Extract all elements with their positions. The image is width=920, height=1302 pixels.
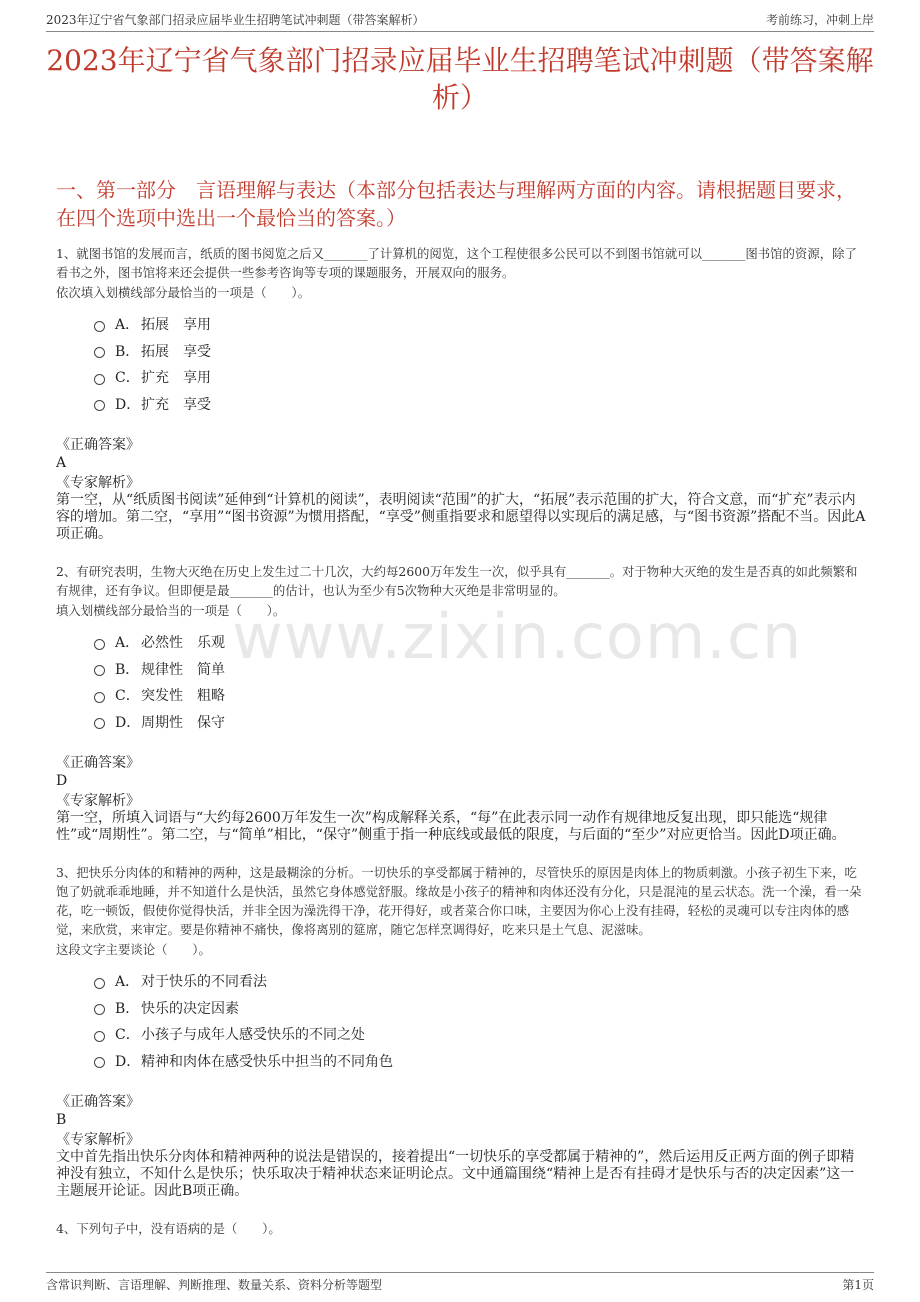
radio-icon[interactable] [94,374,105,385]
radio-icon[interactable] [94,718,105,729]
option-list [94,629,868,735]
option-letter: A． [115,317,140,334]
option-a[interactable] [94,629,868,656]
option-c[interactable] [94,364,868,391]
radio-icon[interactable] [94,347,105,358]
radio-icon[interactable] [94,1004,105,1015]
option-a[interactable] [94,311,868,338]
page-number: 第1页 [842,1278,874,1292]
option-list [94,968,868,1074]
explanation-text: 第一空，从“纸质图书阅读”延伸到“计算机的阅读”，表明阅读“范围”的扩大，“拓展”表示范围的扩大，符合文意，而“扩充”表示内容的增加。第二空，“享用”“图书资源”为惯用搭配，“享受”侧重指要求和愿望得以实现后的满足感，与“图书资源”搭配不当。因此A项正确。 [56,492,866,542]
option-text: 规律性 简单 [141,661,225,678]
radio-icon[interactable] [94,978,105,989]
page-footer [46,1272,874,1292]
question-stem: 4、下列句子中，没有语病的是（ ）。 [56,1221,281,1236]
option-letter: A． [115,635,140,652]
radio-icon[interactable] [94,1031,105,1042]
radio-icon[interactable] [94,321,105,332]
radio-icon[interactable] [94,639,105,650]
answer-value: B [56,1112,67,1128]
explanation-label: 《专家解析》 [56,793,140,809]
question-list [56,244,868,1238]
answer-label: 《正确答案》 [56,755,140,771]
option-letter: D． [115,1053,141,1070]
radio-icon[interactable] [94,665,105,676]
question-stem: 3、把快乐分肉体的和精神的两种，这是最糊涂的分析。一切快乐的享受都属于精神的，尽管快乐的原因是肉体上的物质刺激。小孩子初生下来，吃饱了奶就乖乖地睡，并不知道什么是快活，虽然它身体感觉舒服。缘故是小孩子的精神和肉体还没有分化，只是混沌的星云状态。洗一个澡，看一朵花，吃一顿饭，假使你觉得快活，并非全因为澡洗得干净，花开得好，或者菜合你口味，主要因为你心上没有挂碍，轻松的灵魂可以专注肉体的感觉，来欣赏，来审定。要是你精神不痛快，像将离别的筵席，随它怎样烹调得好，吃来只是土气息、泥滋味。 [56,865,862,937]
answer-label: 《正确答案》 [56,1094,140,1110]
option-a[interactable] [94,968,868,995]
option-letter: B． [115,661,140,678]
radio-icon[interactable] [94,1057,105,1068]
option-c[interactable] [94,682,868,709]
answer-block [56,437,868,543]
question-2 [56,562,868,844]
question-stem: 2、有研究表明，生物大灭绝在历史上发生过二十几次，大约每2600万年发生一次，似乎具有_______。对于物种大灭绝的发生是否真的如此频繁和有规律，还有争议。但即便是最_______的估计，也认为至少有5次物种大灭绝是非常明显的。 [56,564,858,598]
option-d[interactable] [94,1048,868,1075]
option-letter: A． [115,974,140,991]
document-title: 2023年辽宁省气象部门招录应届毕业生招聘笔试冲刺题（带答案解析） [46,44,874,114]
footer-description: 含常识判断、言语理解、判断推理、数量关系、资料分析等题型 [46,1278,383,1292]
option-text: 拓展 享用 [141,317,211,334]
option-d[interactable] [94,391,868,418]
option-c[interactable] [94,1021,868,1048]
answer-block [56,1094,868,1200]
answer-label: 《正确答案》 [56,437,140,453]
option-letter: D． [115,714,141,731]
option-b[interactable] [94,338,868,365]
option-text: 扩充 享用 [141,370,211,387]
option-text: 拓展 享受 [141,343,211,360]
option-letter: C． [115,688,140,705]
header-doc-title: 2023年辽宁省气象部门招录应届毕业生招聘笔试冲刺题（带答案解析） [46,13,425,27]
option-text: 必然性 乐观 [141,635,225,652]
question-stem: 1、就图书馆的发展而言，纸质的图书阅览之后又_______了计算机的阅览，这个工程使很多公民可以不到图书馆就可以_______图书馆的资源，除了看书之外，图书馆将来还会提供一些参考咨询等专项的课题服务，开展双向的服务。 [56,246,857,280]
option-text: 小孩子与成年人感受快乐的不同之处 [141,1027,365,1044]
watermark: www.zixin.com.cn [232,600,803,673]
option-text: 精神和肉体在感受快乐中担当的不同角色 [141,1053,393,1070]
radio-icon[interactable] [94,692,105,703]
option-letter: B． [115,343,140,360]
page-header [46,10,874,32]
answer-value: D [56,773,68,789]
question-prompt: 依次填入划横线部分最恰当的一项是（ ）。 [56,285,311,300]
explanation-label: 《专家解析》 [56,1132,140,1148]
explanation-text: 文中首先指出快乐分肉体和精神两种的说法是错误的，接着提出“一切快乐的享受都属于精神的”，然后运用反正两方面的例子即精神没有独立，不知什么是快乐；快乐取决于精神状态来证明论点。文中通篇围绕“精神上是否有挂碍才是快乐与否的决定因素”这一主题展开论证。因此B项正确。 [56,1149,855,1199]
question-1 [56,244,868,543]
answer-value: A [56,455,67,471]
section-heading: 一、第一部分 言语理解与表达（本部分包括表达与理解两方面的内容。请根据题目要求，在四个选项中选出一个最恰当的答案。） [56,178,856,230]
question-prompt: 填入划横线部分最恰当的一项是（ ）。 [56,603,286,618]
option-letter: D． [115,396,141,413]
option-b[interactable] [94,995,868,1022]
option-letter: B． [115,1000,140,1017]
question-3 [56,863,868,1200]
option-text: 快乐的决定因素 [141,1000,239,1017]
option-letter: C． [115,1027,140,1044]
option-d[interactable] [94,709,868,736]
header-slogan: 考前练习，冲刺上岸 [765,13,874,27]
question-prompt: 这段文字主要谈论（ ）。 [56,942,211,957]
question-4 [56,1219,868,1238]
explanation-text: 第一空，所填入词语与“大约每2600万年发生一次”构成解释关系，“每”在此表示同一动作有规律地反复出现，即只能选“规律性”或“周期性”。第二空，与“简单”相比，“保守”侧重于指一种底线或最低的限度，与后面的“至少”对应更恰当。因此D项正确。 [56,810,846,843]
option-b[interactable] [94,656,868,683]
option-text: 突发性 粗略 [141,688,225,705]
answer-block [56,755,868,844]
option-letter: C． [115,370,140,387]
option-text: 对于快乐的不同看法 [141,974,267,991]
option-text: 周期性 保守 [141,714,225,731]
radio-icon[interactable] [94,400,105,411]
explanation-label: 《专家解析》 [56,475,140,491]
option-list [94,311,868,417]
option-text: 扩充 享受 [141,396,211,413]
